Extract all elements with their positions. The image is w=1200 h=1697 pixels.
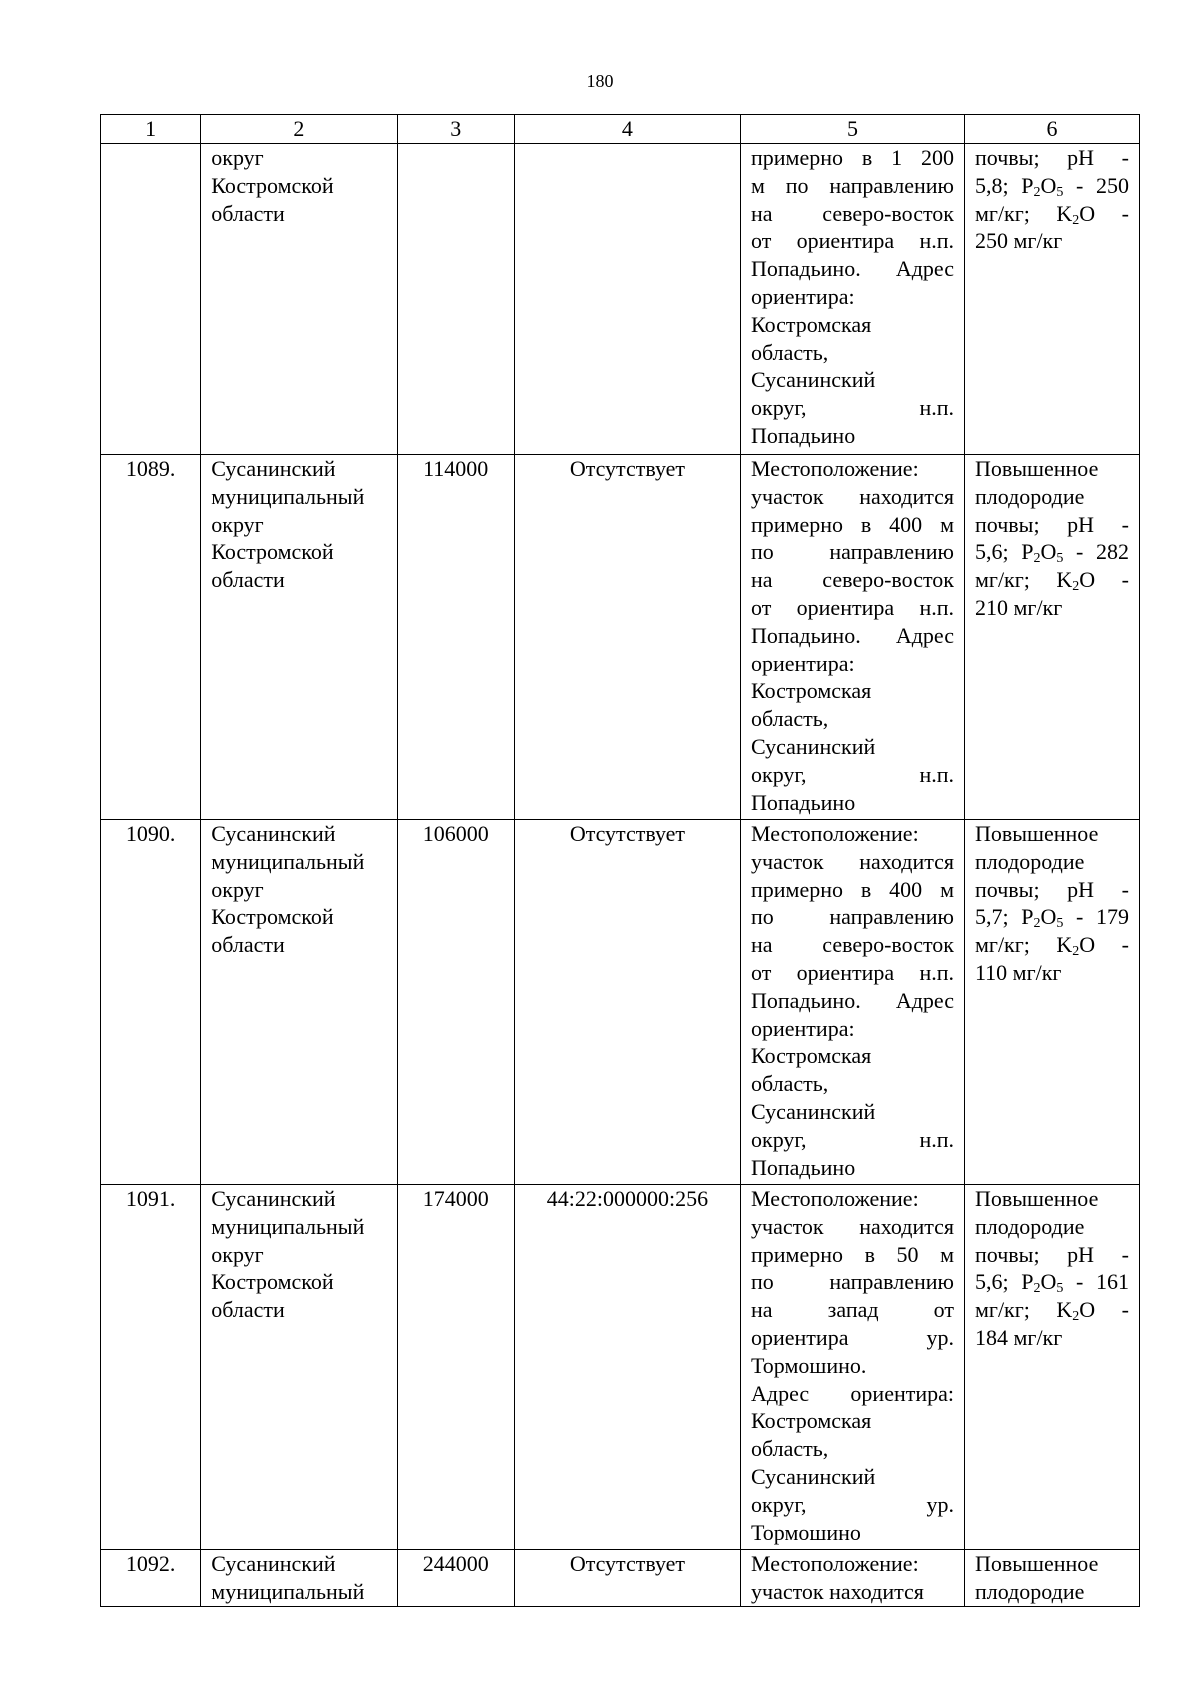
location-line: участок находится — [751, 483, 954, 509]
location-line: примерно в 400 м — [751, 876, 954, 902]
soil-cell — [965, 455, 1140, 820]
text-line: Сусанинский — [211, 1186, 336, 1211]
table-row — [101, 1185, 1140, 1550]
soil-k2o-line: мг/кг; $K_2O$ - — [975, 567, 1129, 595]
district-cell — [201, 1550, 397, 1607]
soil-line: плодородие — [975, 1578, 1085, 1604]
table-row — [101, 144, 1140, 455]
district-cell — [201, 455, 397, 820]
soil-ph: 5,8; — [975, 172, 1022, 198]
soil-line: Повышенное — [975, 1551, 1099, 1576]
soil-line: почвы; pH - — [975, 145, 1129, 170]
location-line: Адрес ориентира: — [751, 1380, 954, 1406]
text-line: области — [211, 1297, 285, 1323]
area-cell — [397, 144, 514, 455]
soil-ph: 5,6; — [975, 1269, 1022, 1295]
soil-line: плодородие — [975, 848, 1085, 874]
district-cell — [201, 820, 397, 1185]
location-line: Костромская — [751, 1408, 872, 1434]
text-line: округ — [211, 511, 264, 537]
text-line: Костромской — [211, 1269, 334, 1295]
location-line: Костромская — [751, 311, 872, 337]
location-line: на запад от — [751, 1297, 954, 1323]
location-line: Сусанинский — [751, 367, 876, 393]
location-line: Костромская — [751, 1043, 872, 1069]
text-line: муниципальный — [211, 848, 365, 874]
row-number — [101, 144, 201, 455]
text-line: Сусанинский — [211, 821, 336, 846]
location-line: на северо-восток — [751, 932, 954, 958]
text-line: муниципальный — [211, 483, 365, 509]
soil-cell — [965, 144, 1140, 455]
district-cell — [201, 1185, 397, 1550]
text-line: Костромской — [211, 172, 334, 198]
location-line: Сусанинский — [751, 733, 876, 759]
soil-line: плодородие — [975, 483, 1085, 509]
row-number: 1090. — [101, 820, 201, 1185]
location-line: Попадьино — [751, 422, 856, 448]
location-line: Попадьино. Адрес — [751, 622, 954, 648]
location-line: Тормошино — [751, 1519, 861, 1545]
location-line: примерно в 50 м — [751, 1241, 954, 1267]
location-line: участок находится — [751, 1213, 954, 1239]
location-line: область, — [751, 706, 829, 732]
location-line: ориентира: — [751, 650, 855, 676]
page-number: 180 — [586, 71, 614, 91]
soil-k2o-line: мг/кг; $K_2O$ - — [975, 1297, 1129, 1325]
text-line: области — [211, 200, 285, 226]
table-row — [101, 1550, 1140, 1607]
location-line: Попадьино. Адрес — [751, 256, 954, 282]
text-line: муниципальный — [211, 1213, 365, 1239]
location-line: Попадьино. Адрес — [751, 987, 954, 1013]
column-header-5: 5 — [741, 115, 965, 144]
text-line: Костромской — [211, 539, 334, 565]
soil-ph: 5,6; — [975, 539, 1022, 565]
text-line: муниципальный — [211, 1578, 365, 1604]
location-line: ориентира ур. — [751, 1324, 954, 1350]
p2o5-value: 282 — [1096, 539, 1129, 565]
location-line: область, — [751, 339, 829, 365]
text-line: области — [211, 567, 285, 593]
text-line: округ — [211, 145, 264, 170]
location-line: участок находится — [751, 848, 954, 874]
location-line: округ, н.п. — [751, 1126, 954, 1152]
p2o5-value: 250 — [1096, 172, 1129, 198]
p2o5-value: 179 — [1096, 904, 1129, 930]
soil-p2o5-line: 5,6; $P_2O_5 - 282$ — [975, 539, 1129, 567]
row-number: 1091. — [101, 1185, 201, 1550]
location-line: на северо-восток — [751, 567, 954, 593]
area-cell: 244000 — [397, 1550, 514, 1607]
column-header-6: 6 — [965, 115, 1140, 144]
area-cell: 114000 — [397, 455, 514, 820]
soil-p2o5-line: 5,8; $P_2O_5 - 250$ — [975, 172, 1129, 200]
location-line: Местоположение: — [751, 821, 919, 846]
soil-k2o-line: мг/кг; $K_2O$ - — [975, 932, 1129, 960]
soil-line: Повышенное — [975, 1186, 1099, 1211]
k2o-value: 184 мг/кг — [975, 1324, 1063, 1350]
text-line: округ — [211, 1241, 264, 1267]
soil-cell — [965, 820, 1140, 1185]
district-cell — [201, 144, 397, 455]
soil-k2o-line: мг/кг; $K_2O$ - — [975, 200, 1129, 228]
cadastral-cell: Отсутствует — [514, 455, 740, 820]
k2o-value: 110 мг/кг — [975, 959, 1062, 985]
location-line: Попадьино — [751, 789, 856, 815]
column-header-2: 2 — [201, 115, 397, 144]
location-line: по направлению — [751, 1269, 954, 1295]
soil-line: Повышенное — [975, 821, 1099, 846]
soil-cell — [965, 1185, 1140, 1550]
k2o-value: 250 мг/кг — [975, 228, 1063, 254]
table-row — [101, 820, 1140, 1185]
column-header-3: 3 — [397, 115, 514, 144]
k2o-value: 210 мг/кг — [975, 594, 1063, 620]
soil-line: почвы; pH - — [975, 1241, 1129, 1267]
row-number: 1089. — [101, 455, 201, 820]
soil-p2o5-line: 5,7; $P_2O_5 - 179$ — [975, 904, 1129, 932]
location-cell — [741, 1185, 965, 1550]
soil-ph: 5,7; — [975, 904, 1022, 930]
location-line: примерно в 400 м — [751, 511, 954, 537]
location-line: по направлению — [751, 904, 954, 930]
location-line: ориентира: — [751, 1015, 855, 1041]
soil-line: почвы; pH - — [975, 511, 1129, 537]
soil-line: почвы; pH - — [975, 876, 1129, 902]
location-cell — [741, 820, 965, 1185]
location-line: округ, н.п. — [751, 395, 954, 421]
location-line: от ориентира н.п. — [751, 228, 954, 254]
location-line: округ, н.п. — [751, 761, 954, 787]
text-line: Сусанинский — [211, 1551, 336, 1576]
table-row — [101, 455, 1140, 820]
soil-cell — [965, 1550, 1140, 1607]
location-line: от ориентира н.п. — [751, 959, 954, 985]
location-line: по направлению — [751, 539, 954, 565]
cadastral-cell: 44:22:000000:256 — [514, 1185, 740, 1550]
text-line: Сусанинский — [211, 456, 336, 481]
text-line: округ — [211, 876, 264, 902]
header-row — [101, 115, 1140, 144]
p2o5-value: 161 — [1096, 1269, 1129, 1295]
cadastral-cell: Отсутствует — [514, 820, 740, 1185]
soil-line: Повышенное — [975, 456, 1099, 481]
location-cell — [741, 1550, 965, 1607]
location-line: область, — [751, 1436, 829, 1462]
location-line: ориентира: — [751, 283, 855, 309]
location-line: Сусанинский — [751, 1463, 876, 1489]
location-line: м по направлению — [751, 172, 954, 198]
location-line: округ, ур. — [751, 1491, 954, 1517]
location-cell — [741, 455, 965, 820]
location-line: область, — [751, 1071, 829, 1097]
soil-p2o5-line: 5,6; $P_2O_5 - 161$ — [975, 1269, 1129, 1297]
column-header-4: 4 — [514, 115, 740, 144]
soil-line: плодородие — [975, 1213, 1085, 1239]
location-line: Сусанинский — [751, 1098, 876, 1124]
land-plots-table — [100, 114, 1140, 1607]
row-number: 1092. — [101, 1550, 201, 1607]
text-line: области — [211, 932, 285, 958]
location-line: на северо-восток — [751, 200, 954, 226]
location-line: Местоположение: — [751, 456, 919, 481]
table-body — [101, 115, 1140, 1607]
location-line: Тормошино. — [751, 1352, 867, 1378]
area-cell: 106000 — [397, 820, 514, 1185]
location-line: участок находится — [751, 1578, 924, 1604]
cadastral-cell — [514, 144, 740, 455]
location-line: Местоположение: — [751, 1186, 919, 1211]
location-line: Местоположение: — [751, 1551, 919, 1576]
location-line: Костромская — [751, 678, 872, 704]
text-line: Костромской — [211, 904, 334, 930]
cadastral-cell: Отсутствует — [514, 1550, 740, 1607]
location-line: примерно в 1 200 — [751, 145, 954, 170]
area-cell: 174000 — [397, 1185, 514, 1550]
location-line: Попадьино — [751, 1154, 856, 1180]
location-cell — [741, 144, 965, 455]
location-line: от ориентира н.п. — [751, 594, 954, 620]
column-header-1: 1 — [101, 115, 201, 144]
